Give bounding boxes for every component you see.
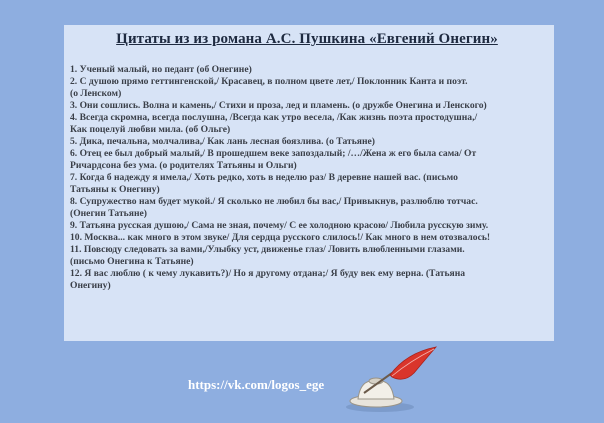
page-title: Цитаты из из романа А.С. Пушкина «Евгений Онегин» — [116, 31, 498, 47]
quote-item: 1. Ученый малый, но педант (об Онегине) — [70, 64, 252, 75]
quote-item: 9. Татьяна русская душою,/ Сама не зная, почему/ С ее холодною красою/ Любила русскую зиму. — [70, 220, 489, 231]
quote-item: 12. Я вас люблю ( к чему лукавить?)/ Но я другому отдана;/ Я буду век ему верна. (Татьяна Онегину) — [70, 268, 466, 291]
quote-item: 11. Повсюду следовать за вами,/Улыбку уст, движенье глаз/ Ловить влюбленными глазами. (письмо Онегина к Татьяне) — [70, 244, 465, 267]
quill-inkwell-icon — [340, 343, 440, 413]
quotes-card — [64, 25, 554, 341]
quote-list — [70, 64, 544, 292]
vk-link[interactable]: https://vk.com/logos_ege — [188, 377, 325, 392]
quote-item: 8. Супружество нам будет мукой./ Я сколько не любил бы вас,/ Привыкнув, разлюблю тотчас. (Онегин Татьяне) — [70, 196, 478, 219]
quote-item: 7. Когда б надежду я имела,/ Хоть редко, хоть в неделю раз/ В деревне нашей вас. (письмо Татьяны к Онегину) — [70, 172, 458, 195]
quote-item: 2. С душою прямо геттингенской,/ Красавец, в полном цвете лет,/ Поклонник Канта и поэт. (о Ленском) — [70, 76, 468, 99]
quote-item: 4. Всегда скромна, всегда послушна, /Всегда как утро весела, /Как жизнь поэта простодушна,/ Как поцелуй любви мила. (об Ольге) — [70, 112, 478, 135]
quote-item: 6. Отец ее был добрый малый,/ В прошедшем веке запоздалый; /…/Жена ж его была сама/ От Ричардсона без ума. (о родителях Татьяны и Ольги) — [70, 148, 477, 171]
quote-item: 10. Москва... как много в этом звуке/ Для сердца русского слилось!/ Как много в нем отозвалось! — [70, 232, 491, 243]
quote-item: 3. Они сошлись. Волна и камень,/ Стихи и проза, лед и пламень. (о дружбе Онегина и Ленского) — [70, 100, 487, 111]
quote-item: 5. Дика, печальна, молчалива,/ Как лань лесная боязлива. (о Татьяне) — [70, 136, 375, 147]
